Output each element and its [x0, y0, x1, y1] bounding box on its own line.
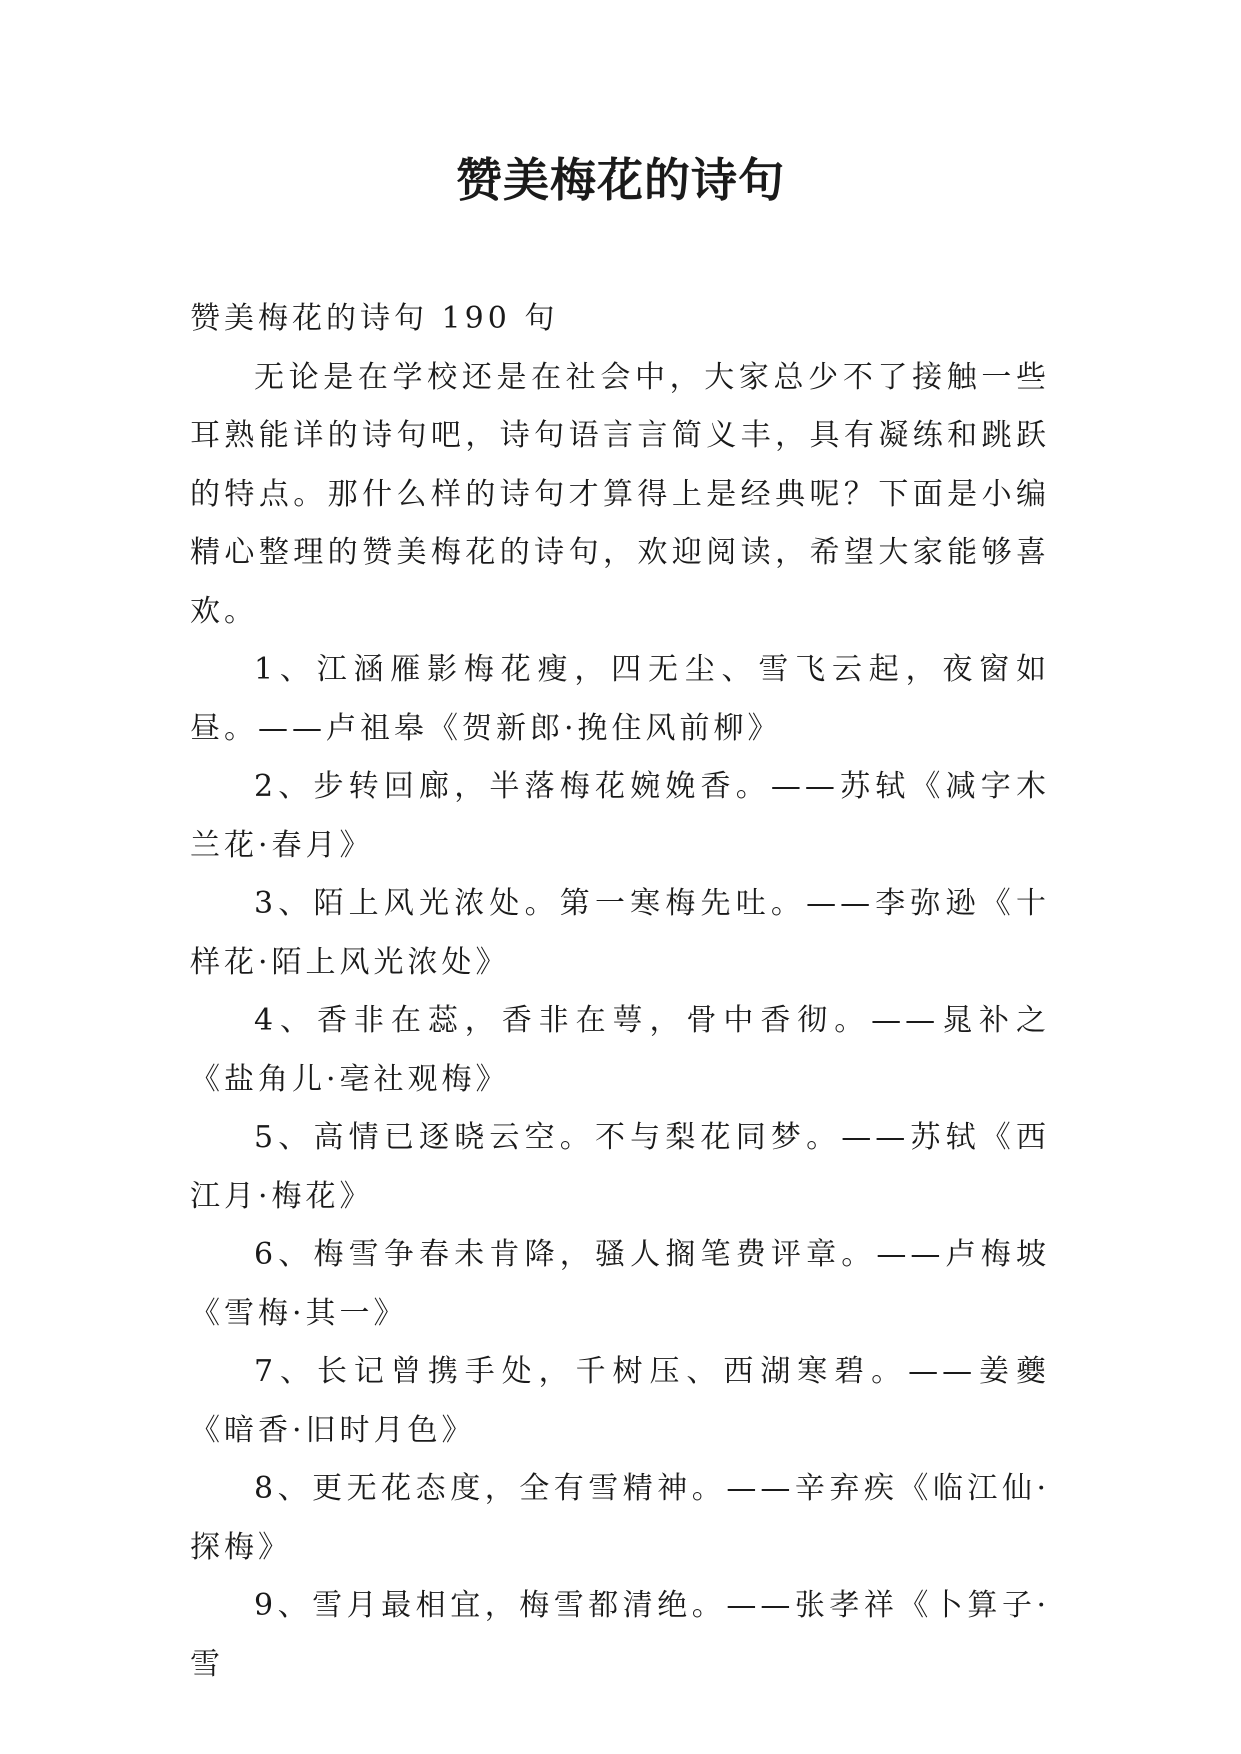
verse-paragraph: 4、香非在蕊，香非在萼，骨中香彻。——晁补之《盐角儿·亳社观梅》: [190, 1003, 1050, 1097]
document-title: 赞美梅花的诗句: [456, 153, 785, 207]
verse-paragraph: 6、梅雪争春未肯降，骚人搁笔费评章。——卢梅坡《雪梅·其一》: [190, 1237, 1050, 1331]
verse-paragraph: 5、高情已逐晓云空。不与梨花同梦。——苏轼《西江月·梅花》: [190, 1120, 1050, 1214]
verse-paragraph: 2、步转回廊，半落梅花婉娩香。——苏轼《减字木兰花·春月》: [190, 769, 1050, 863]
document-body: [190, 290, 1050, 1694]
verse-paragraph: 8、更无花态度，全有雪精神。——辛弃疾《临江仙·探梅》: [190, 1471, 1050, 1565]
verse-paragraph: 9、雪月最相宜，梅雪都清绝。——张孝祥《卜算子·雪: [190, 1588, 1050, 1682]
verse-paragraph: 7、长记曾携手处，千树压、西湖寒碧。——姜夔《暗香·旧时月色》: [190, 1354, 1050, 1448]
verse-paragraph: 3、陌上风光浓处。第一寒梅先吐。——李弥逊《十样花·陌上风光浓处》: [190, 886, 1050, 980]
document-subtitle: 赞美梅花的诗句 190 句: [190, 301, 559, 336]
verse-paragraph: 1、江涵雁影梅花瘦，四无尘、雪飞云起，夜窗如昼。——卢祖皋《贺新郎·挽住风前柳》: [190, 652, 1050, 746]
intro-paragraph: 无论是在学校还是在社会中，大家总少不了接触一些耳熟能详的诗句吧，诗句语言言简义丰，具有凝练和跳跃的特点。那什么样的诗句才算得上是经典呢？下面是小编精心整理的赞美梅花的诗句，欢迎阅读，希望大家能够喜欢。: [190, 359, 1050, 629]
